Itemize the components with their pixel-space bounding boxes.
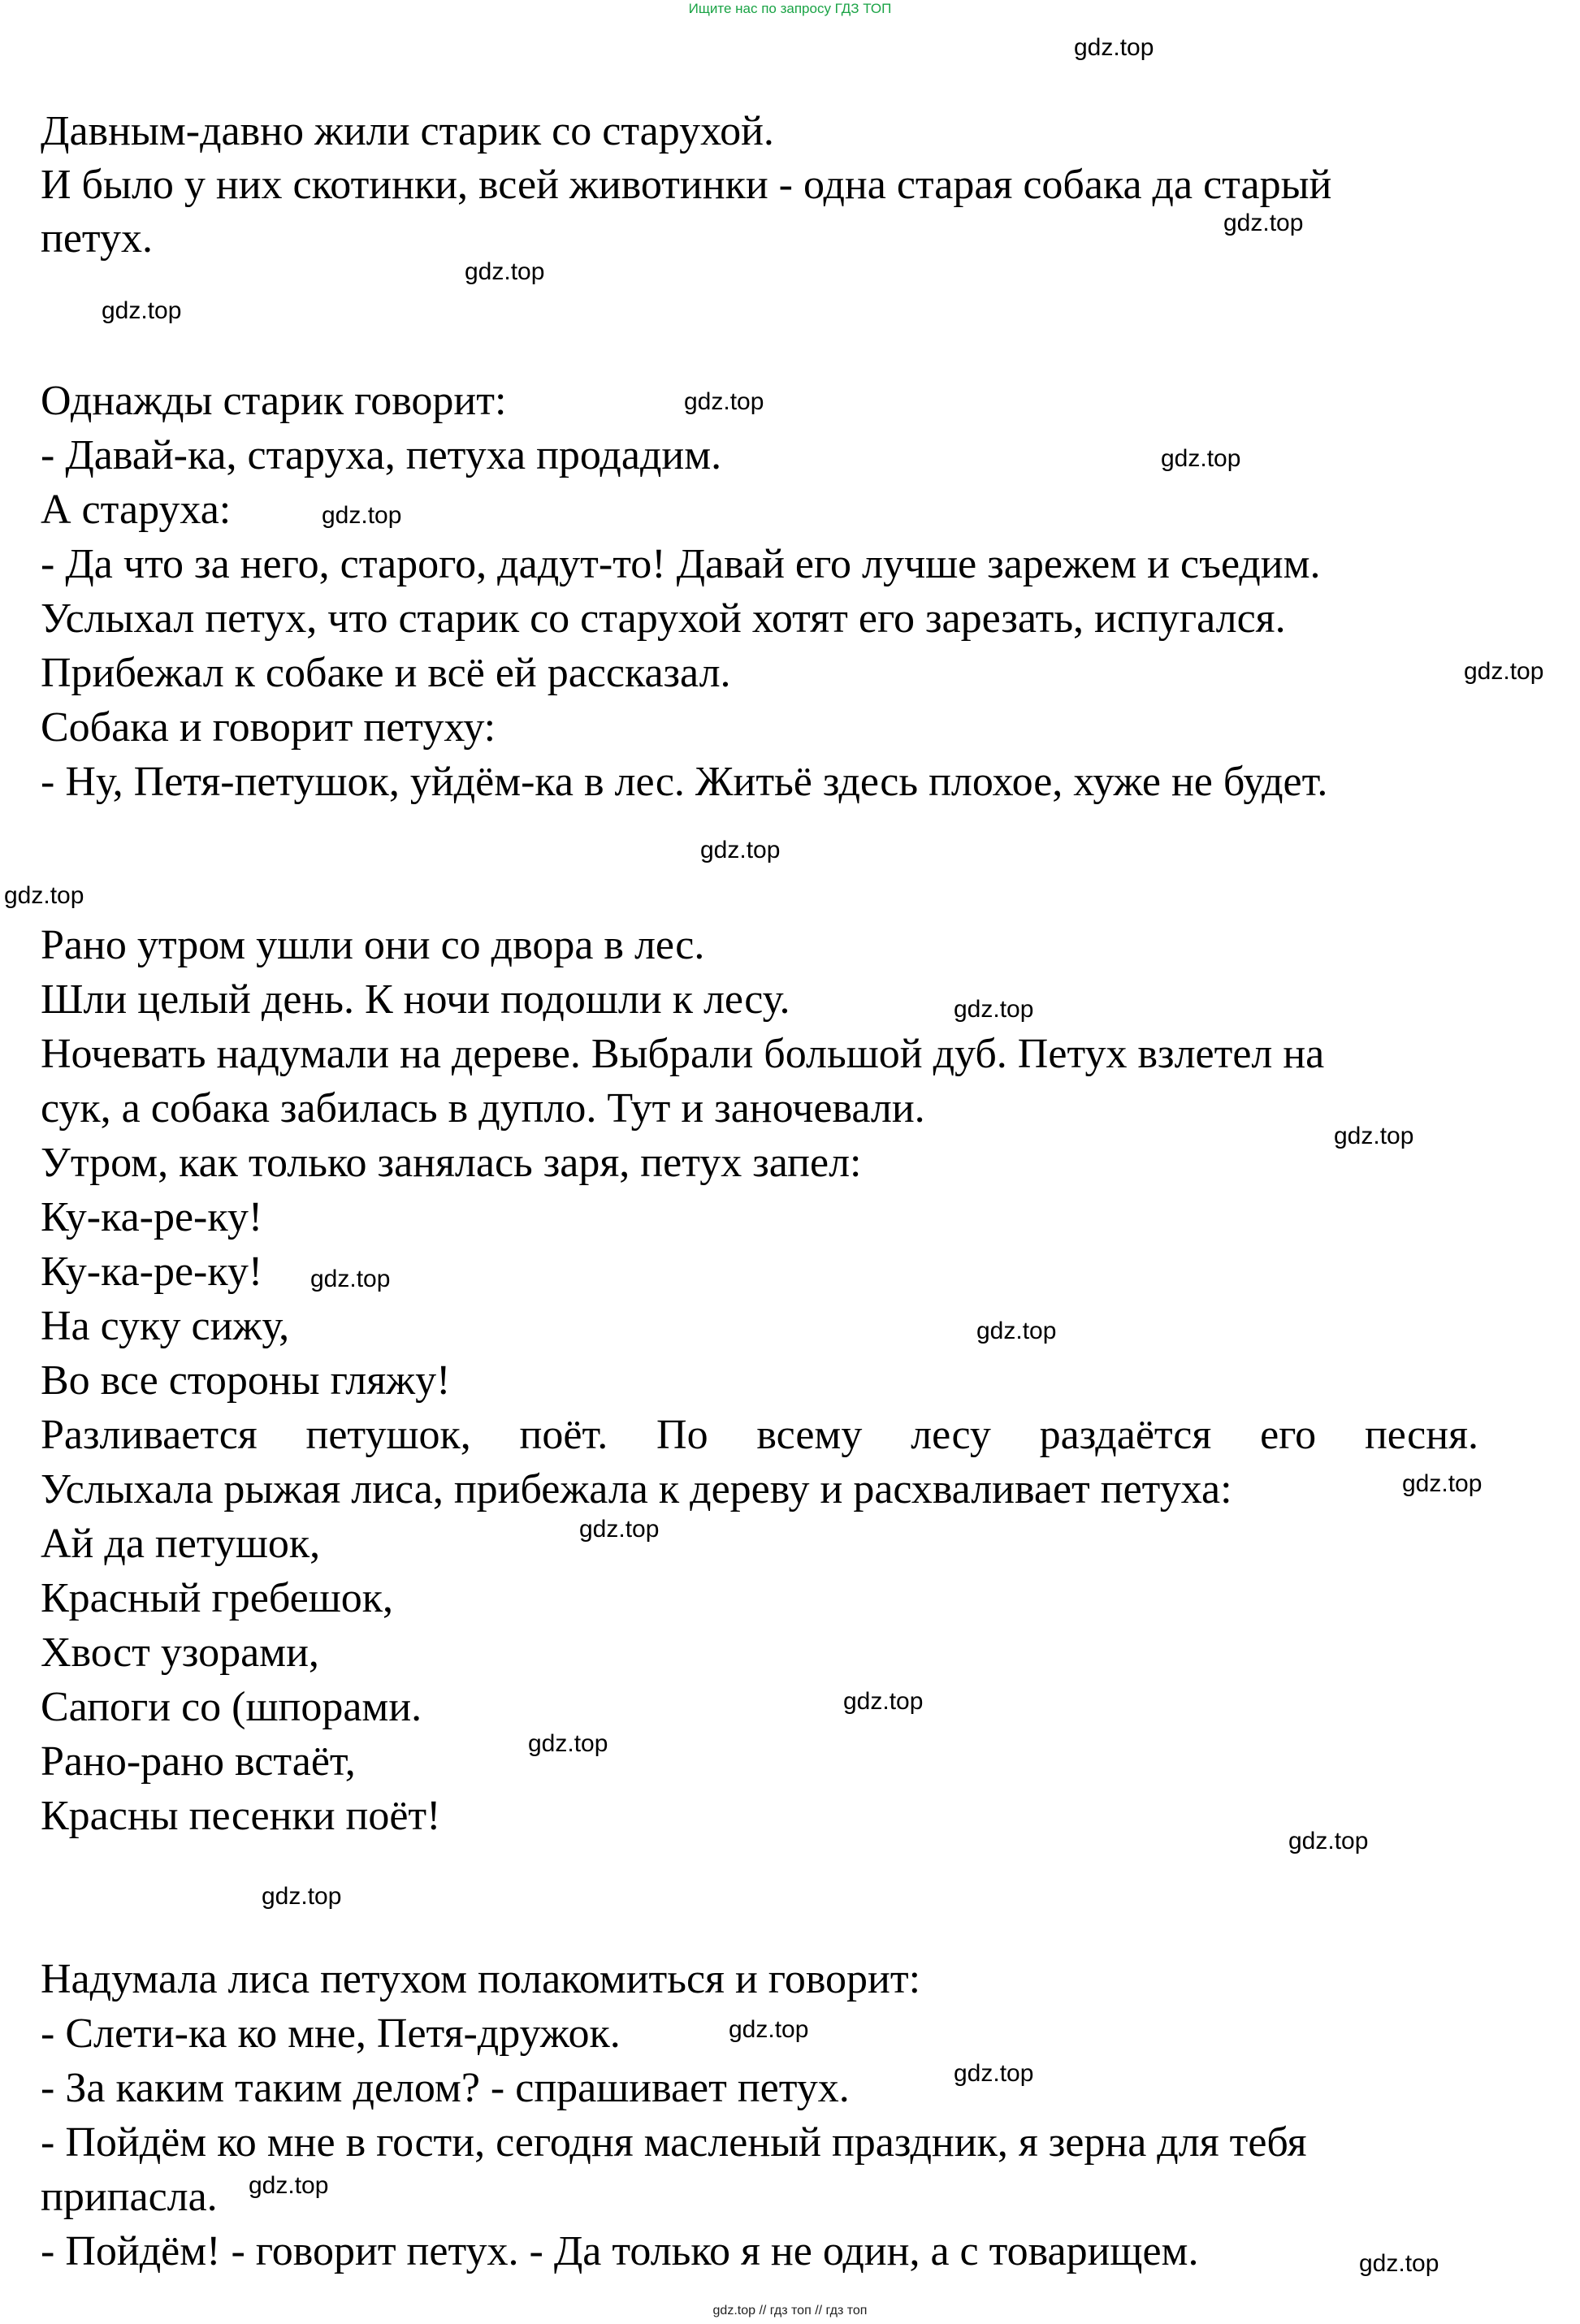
top-banner: Ищите нас по запросу ГДЗ ТОП — [688, 1, 892, 16]
watermark: gdz.top — [976, 1318, 1057, 1344]
story-line: Ночевать надумали на дереве. Выбрали большой дуб. Петух взлетел на — [41, 1031, 1325, 1077]
watermark: gdz.top — [1223, 210, 1304, 236]
watermark: gdz.top — [1334, 1123, 1414, 1149]
watermark: gdz.top — [1464, 658, 1544, 685]
watermark: gdz.top — [1402, 1470, 1483, 1497]
footer-text: gdz.top // гдз топ // гдз топ — [712, 2304, 868, 2318]
story-line: Рано-рано встаёт, — [41, 1738, 356, 1785]
story-line: Во все стороны гляжу! — [41, 1357, 451, 1404]
watermark: gdz.top — [954, 996, 1034, 1023]
watermark: gdz.top — [4, 882, 84, 909]
story-line: Услыхал петух, что старик со старухой хотят его зарезать, испугался. — [41, 595, 1286, 642]
story-line: А старуха: — [41, 487, 232, 533]
story-line: - Пойдём ко мне в гости, сегодня масленый праздник, я зерна для тебя — [41, 2119, 1307, 2166]
watermark: gdz.top — [1359, 2250, 1439, 2277]
story-line: Сапоги со (шпорами. — [41, 1684, 422, 1730]
story-line: Разливается петушок, поёт. По всему лесу раздаётся его песня. — [41, 1412, 1478, 1458]
story-line: Ку-ка-ре-ку! — [41, 1194, 263, 1240]
watermark: gdz.top — [1074, 34, 1154, 61]
story-line: - Да что за него, старого, дадут-то! Давай его лучше зарежем и съедим. — [41, 541, 1321, 587]
story-line: Красны песенки поёт! — [41, 1793, 441, 1839]
story-line: Однажды старик говорит: — [41, 378, 507, 424]
story-line: Хвост узорами, — [41, 1629, 319, 1676]
story-line: Прибежал к собаке и всё ей рассказал. — [41, 650, 731, 696]
story-line: припасла. — [41, 2174, 218, 2220]
watermark: gdz.top — [322, 502, 402, 529]
story-line: Собака и говорит петуху: — [41, 704, 496, 751]
watermark: gdz.top — [1161, 445, 1241, 472]
story-line: Ай да петушок, — [41, 1521, 321, 1567]
watermark: gdz.top — [102, 297, 182, 324]
story-line: - Давай-ка, старуха, петуха продадим. — [41, 432, 722, 478]
story-line: Красный гребешок, — [41, 1575, 394, 1621]
story-line: - Слети-ка ко мне, Петя-дружок. — [41, 2010, 621, 2057]
watermark: gdz.top — [954, 2060, 1034, 2087]
watermark: gdz.top — [700, 837, 781, 863]
story-line: На суку сижу, — [41, 1303, 290, 1349]
story-line: Шли целый день. К ночи подошли к лесу. — [41, 976, 790, 1023]
story-line: петух. — [41, 215, 153, 262]
watermark: gdz.top — [1288, 1828, 1369, 1854]
watermark: gdz.top — [729, 2016, 809, 2043]
story-line: Услыхала рыжая лиса, прибежала к дереву и расхваливает петуха: — [41, 1466, 1232, 1513]
watermark: gdz.top — [684, 388, 764, 415]
watermark: gdz.top — [465, 258, 545, 285]
watermark: gdz.top — [249, 2172, 329, 2199]
story-line: сук, а собака забилась в дупло. Тут и заночевали. — [41, 1085, 925, 1132]
watermark: gdz.top — [579, 1516, 660, 1543]
story-line: - Ну, Петя-петушок, уйдём-ка в лес. Житьё здесь плохое, хуже не будет. — [41, 759, 1328, 805]
watermark: gdz.top — [310, 1266, 391, 1292]
story-line: Давным-давно жили старик со старухой. — [41, 108, 774, 154]
watermark: gdz.top — [262, 1883, 342, 1910]
story-line: Ку-ка-ре-ку! — [41, 1249, 263, 1295]
story-line: Надумала лиса петухом полакомиться и говорит: — [41, 1956, 921, 2002]
story-line: И было у них скотинки, всей животинки - одна старая собака да старый — [41, 162, 1332, 208]
watermark: gdz.top — [843, 1688, 924, 1715]
story-line: - Пойдём! - говорит петух. - Да только я не один, а с товарищем. — [41, 2228, 1199, 2274]
story-line: Утром, как только занялась заря, петух запел: — [41, 1140, 862, 1186]
story-line: - За каким таким делом? - спрашивает петух. — [41, 2065, 850, 2111]
watermark: gdz.top — [528, 1730, 608, 1757]
story-line: Рано утром ушли они со двора в лес. — [41, 922, 705, 968]
